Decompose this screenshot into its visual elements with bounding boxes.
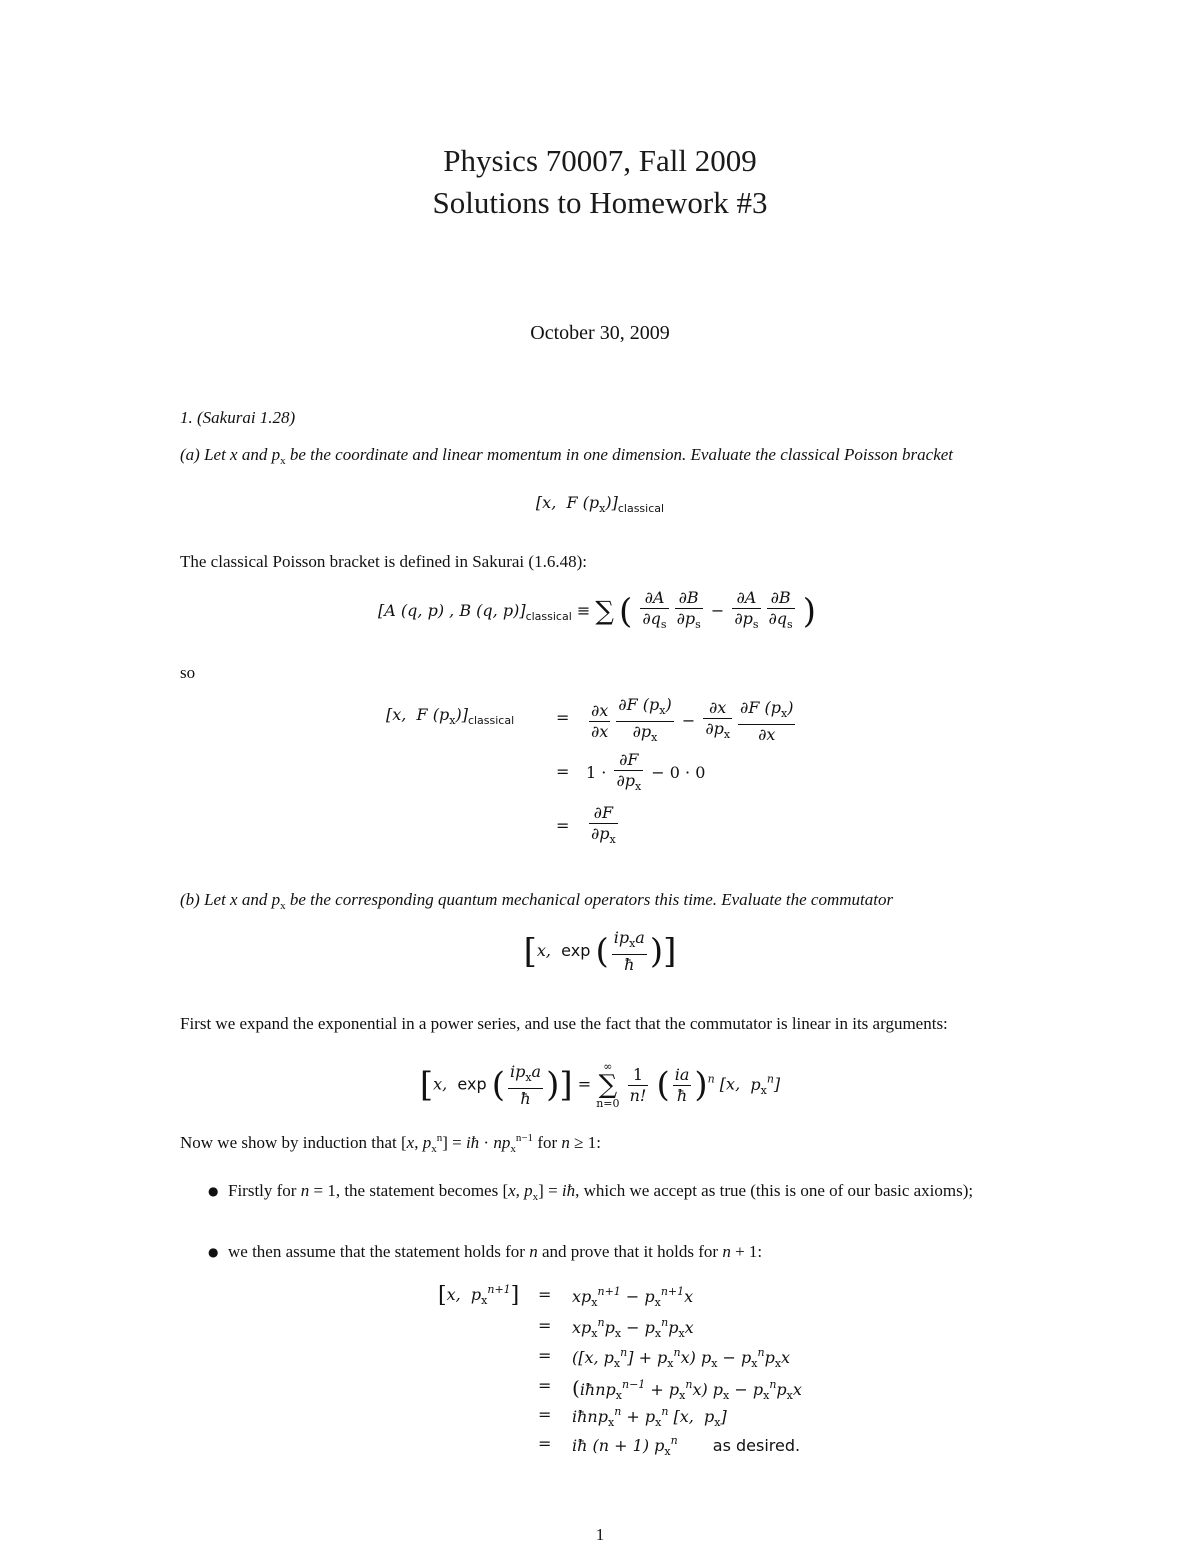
definition-text: The classical Poisson bracket is defined in Sakurai (1.6.48): [180,552,587,571]
part-b-equation: [x, exp ( $\frac{ip_xa}{ħ}$ )] [523,928,677,974]
bullet-item-2: we then assume that the statement holds for n and prove that it holds for n + 1: [228,1242,763,1261]
document-date: October 30, 2009 [530,322,670,344]
derivation-step-2: 1 · $\frac{\partial F}{\partial p_x}$ − 0 · 0 [586,750,706,793]
induction-text: Now we show by induction that [x, $p_x^n$] = iħ · $np_x^{n-1}$ for n ≥ 1: [180,1132,601,1155]
bullet-marker-2: ● [208,1245,219,1259]
induction-lhs: [x, $p_x^{n+1}$] [438,1283,520,1308]
part-b-statement: (b) Let x and $p_x$ be the corresponding quantum mechanical operators this time. Evaluate the commutator [180,890,894,912]
part-a-statement: (a) Let x and $p_x$ be the coordinate and linear momentum in one dimension. Evaluate the classical Poisson bracket [180,445,954,467]
problem-heading: 1. (Sakurai 1.28) [180,408,296,427]
induction-step-6: iħ (n + 1) $p_x^n$ as desired. [572,1434,801,1458]
poisson-definition: [A (q, p) , B (q, $p)]_{classical}$ ≡ ∑ ( $\frac{\partial A}{\partial q_s}$ $\frac{\partial B}{\partial p_s}$ − $\frac{\partial A}{\partial p_s}$ $\frac{\partial B}{\partial q_s}$ ) [378,588,817,632]
as-desired-label: as desired. [712,1436,801,1455]
equals-sign-6: = [538,1346,552,1365]
expand-text: First we expand the exponential in a power series, and use the fact that the commutator is linear in its arguments: [180,1014,948,1033]
so-text: so [180,663,196,682]
part-a-equation: [x, F $(p_x)]_{classical}$ [535,493,665,515]
induction-step-4: (iħnp$_x^{n-1}$ + $p_x^nx$) $p_x - p_x^np_xx$ [572,1376,802,1402]
series-expansion: [x, exp ( $\frac{ip_xa}{ħ}$ )] = ∞ ∑ n=0 $\frac{1}{n!}$ ( $\frac{ia}{ħ}$ )$^n$ [x, $p_x^n$] [419,1060,781,1110]
equals-sign-9: = [538,1434,552,1453]
induction-step-3: ([x, $p_x^n] + p_x^nx$) $p_x - p_x^np_xx$ [572,1346,791,1370]
equals-sign-8: = [538,1405,552,1424]
induction-step-2: $xp_x^np_x - p_x^np_xx$ [572,1316,694,1340]
equals-sign-2: = [556,762,570,781]
equals-sign-7: = [538,1376,552,1395]
derivation-step-3: $\frac{\partial F}{\partial p_x}$ [591,803,616,846]
equals-sign-3: = [556,816,570,835]
title-line-2: Solutions to Homework #3 [432,185,768,220]
title-line-1: Physics 70007, Fall 2009 [443,143,757,178]
bullet-item-1: Firstly for n = 1, the statement becomes [x, $p_x$] = iħ, which we accept as true (this is one of our basic axioms); [228,1181,974,1203]
page-number: 1 [595,1525,605,1544]
equals-sign-4: = [538,1285,552,1304]
equals-sign-1: = [556,708,570,727]
equals-sign-5: = [538,1316,552,1335]
bullet-marker-1: ● [208,1184,219,1198]
induction-step-5: iħnp$_x^n$ + $p_x^n$ [x, $p_x$] [572,1405,727,1429]
derivation-lhs: [x, F $(p_x)]_{classical}$ [386,705,515,727]
derivation-step-1: $\frac{\partial x}{\partial x}$ $\frac{\partial F (p_x)}{\partial p_x}$ − $\frac{\partial x}{\partial p_x}$ $\frac{\partial F (p_x)}{\partial x}$ [591,695,794,744]
induction-step-1: $xp_x^{n+1} - p_x^{n+1}x$ [572,1285,694,1309]
